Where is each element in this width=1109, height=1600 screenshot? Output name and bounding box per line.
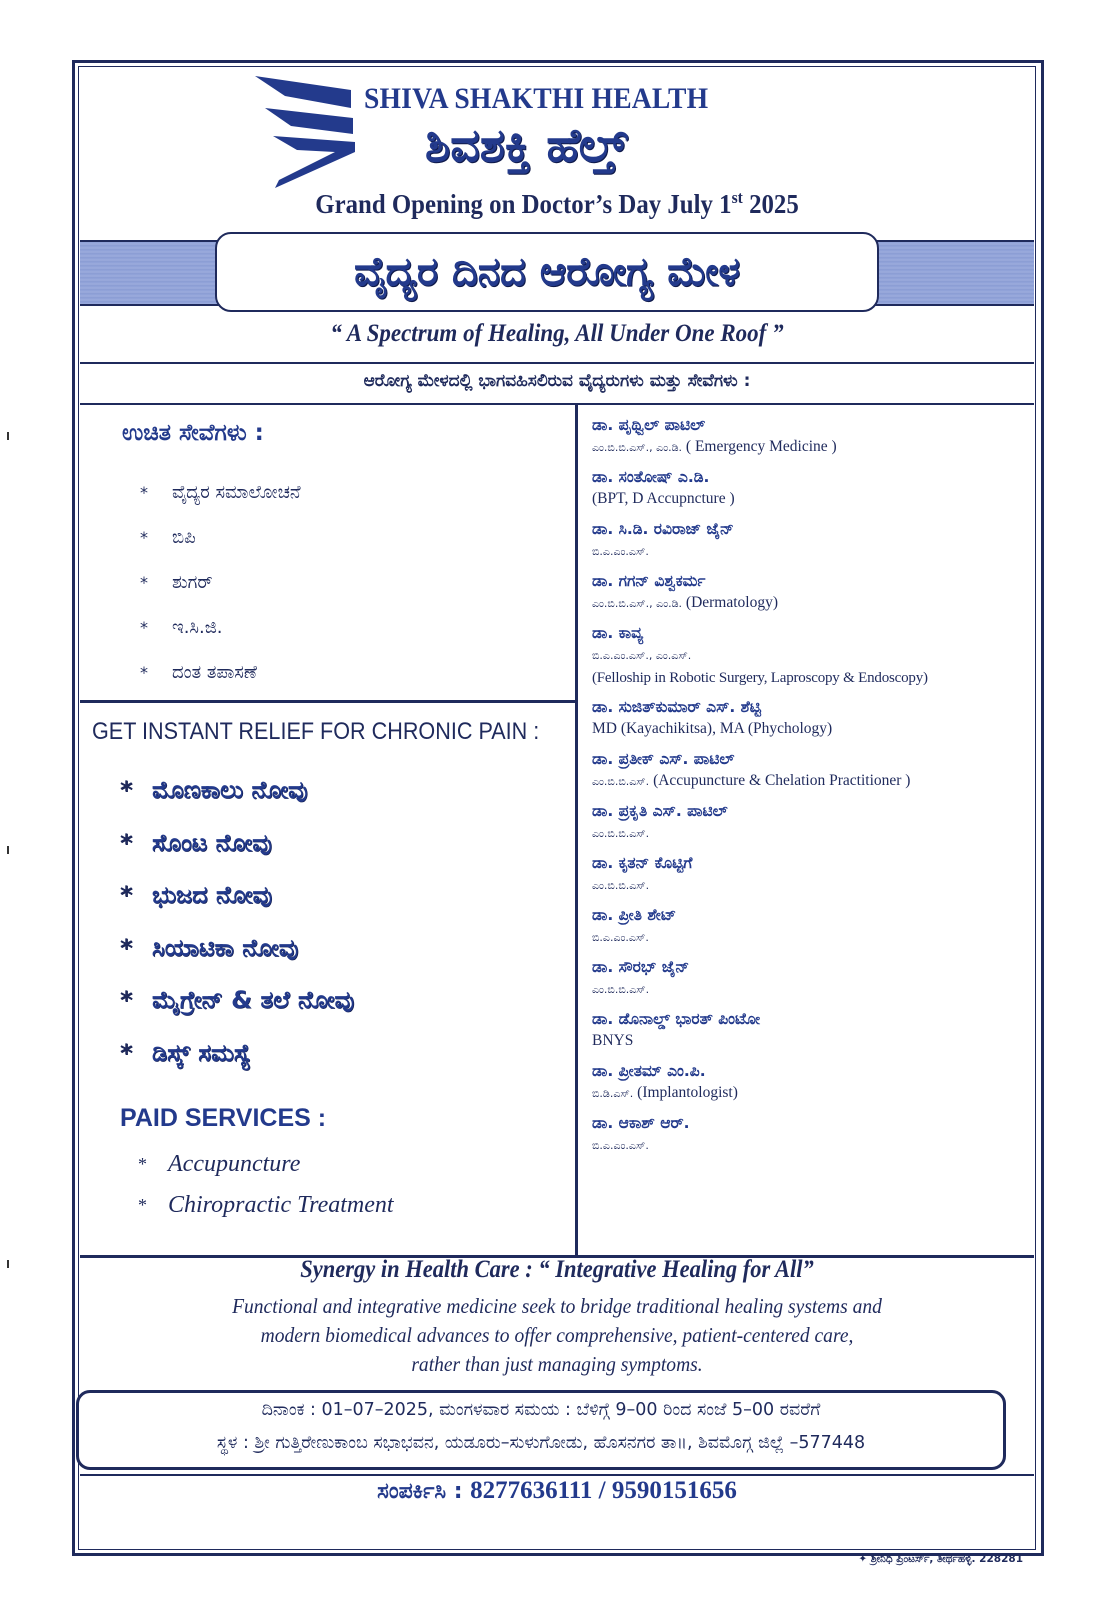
contact-line [80, 1477, 1034, 1505]
doctor-entry [592, 570, 1032, 615]
column-divider [575, 404, 578, 1256]
doctor-entry [592, 800, 1032, 845]
doctor-name: ಡಾ. ಪ್ರೀತಮ್ ಎಂ.ಪಿ. [592, 1062, 706, 1080]
event-venue: ಸ್ಥಳ : ಶ್ರೀ ಗುತ್ತಿರೇಣುಕಾಂಬ ಸಭಾಭವನ, ಯಡೂರು–ಸುಳುಗೋಡು, ಹೊಸನಗರ ತಾ॥, ಶಿವಮೊಗ್ಗ ಜಿಲ್ಲೆ –577448 [216, 1433, 866, 1453]
chronic-pain-list [120, 764, 354, 1079]
divider [80, 1474, 1034, 1476]
list-item: * ಬಿಪಿ [140, 527, 196, 548]
grand-opening-text: Grand Opening on Doctor’s Day July 1st 2025 [315, 188, 799, 219]
doctor-name: ಡಾ. ಪ್ರೀತಿ ಶೇಟ್ [592, 906, 677, 924]
synergy-title: Synergy in Health Care : “ Integrative Healing for All” [300, 1256, 814, 1283]
doctor-qualification: ಬಿ.ಡಿ.ಎಸ್. (Implantologist) [592, 1084, 738, 1101]
divider [80, 700, 576, 703]
doctor-qualification: ಎಂ.ಬಿ.ಬಿ.ಎಸ್. [592, 983, 650, 996]
doctor-name: ಡಾ. ಕಾವ್ಯ [592, 624, 644, 642]
doctor-entry [592, 904, 1032, 949]
list-item: * ಇ.ಸಿ.ಜಿ. [140, 617, 223, 638]
banner-title: ವೈದ್ಯರ ದಿನದ ಆರೋಗ್ಯ ಮೇಳ [354, 249, 740, 295]
free-services-list [140, 470, 301, 695]
doctor-name: ಡಾ. ಪ್ರತೀಕ್ ಎಸ್. ಪಾಟಿಲ್ [592, 750, 735, 768]
doctor-entry [592, 852, 1032, 897]
doctor-qualification: ಎಂ.ಬಿ.ಬಿ.ಎಸ್., ಎಂ.ಡಿ. ( Emergency Medicine ) [592, 438, 837, 455]
doctor-entry [592, 1008, 1032, 1053]
doctor-entry [592, 518, 1032, 563]
divider [80, 362, 1034, 364]
doctor-entry [592, 956, 1032, 1001]
participants-heading: ಆರೋಗ್ಯ ಮೇಳದಲ್ಲಿ ಭಾಗವಹಿಸಲಿರುವ ವೈದ್ಯರುಗಳು ಮತ್ತು ಸೇವೆಗಳು : [363, 371, 751, 391]
doctor-qualification: ಬಿ.ಎ.ಎಂ.ಎಸ್. [592, 931, 649, 944]
doctor-qualification: ಎಂ.ಬಿ.ಬಿ.ಎಸ್., ಎಂ.ಡಿ. (Dermatology) [592, 594, 779, 611]
free-services-title: ಉಚಿತ ಸೇವೆಗಳು : [122, 420, 264, 446]
event-date-time: ದಿನಾಂಕ : 01–07–2025, ಮಂಗಳವಾರ ಸಮಯ : ಬೆಳಿಗ್ಗೆ 9–00 ರಿಂದ ಸಂಜೆ 5–00 ರವರೆಗೆ [261, 1400, 821, 1420]
list-item: * ಮೈಗ್ರೇನ್ & ತಲೆ ನೋವು [120, 986, 355, 1015]
doctor-entry [592, 696, 1032, 741]
doctor-qualification: ಎಂ.ಬಿ.ಬಿ.ಎಸ್. [592, 879, 650, 892]
list-item: * ಮೊಣಕಾಲು ನೋವು [120, 776, 308, 805]
doctor-qualification: (BPT, D Accupncture ) [592, 490, 735, 507]
contact-label: ಸಂಪರ್ಕಿಸಿ : [377, 1479, 471, 1504]
margin-mark [7, 432, 9, 440]
doctor-name: ಡಾ. ಸೌರಭ್ ಜೈನ್ [592, 958, 690, 976]
contact-numbers: 8277636111 / 9590151656 [470, 1477, 737, 1504]
paid-services-list [138, 1144, 394, 1226]
event-details-box [76, 1390, 1006, 1470]
banner-title-box [215, 232, 879, 312]
list-item: * ವೈದ್ಯರ ಸಮಾಲೋಚನೆ [140, 482, 301, 503]
doctor-entry [592, 466, 1032, 511]
doctor-entry [592, 1060, 1032, 1105]
doctor-qualification: ಎಂ.ಬಿ.ಬಿ.ಎಸ್. [592, 827, 650, 840]
tagline: “ A Spectrum of Healing, All Under One Roof ” [330, 320, 784, 347]
doctor-qualification: ಬಿ.ಎ.ಎಂ.ಎಸ್. [592, 545, 649, 558]
list-item: * ಡಿಸ್ಕ್ ಸಮಸ್ಯೆ [120, 1038, 251, 1067]
margin-mark [7, 1260, 9, 1268]
doctor-qualification: ಬಿ.ಎ.ಎಂ.ಎಸ್. [592, 1139, 649, 1152]
doctor-name: ಡಾ. ಕೃತನ್ ಕೊಟ್ಟಿಗೆ [592, 854, 693, 872]
doctor-entry [592, 622, 1032, 689]
doctor-name: ಡಾ. ಗಗನ್ ವಿಶ್ವಕರ್ಮ [592, 572, 706, 590]
list-item: * Accupuncture [138, 1151, 301, 1177]
brand-name-english: SHIVA SHAKTHI HEALTH [364, 82, 709, 115]
doctor-name: ಡಾ. ಸಿ.ಡಿ. ರವಿರಾಜ್ ಜೈನ್ [592, 520, 734, 538]
brand-name-kannada: ಶಿವಶಕ್ತಿ ಹೆಲ್ತ್ [425, 118, 628, 172]
paid-services-title: PAID SERVICES : [120, 1104, 327, 1132]
list-item: * ಸಿಯಾಟಿಕಾ ನೋವು [120, 933, 299, 962]
chronic-pain-title: GET INSTANT RELIEF FOR CHRONIC PAIN : [92, 718, 540, 745]
doctor-name: ಡಾ. ಸುಜಿತ್‌ಕುಮಾರ್ ಎಸ್. ಶೆಟ್ಟಿ [592, 698, 762, 716]
doctor-name: ಡಾ. ಡೊನಾಲ್ಡ್ ಭಾರತ್ ಪಿಂಟೋ [592, 1010, 761, 1028]
doctor-name: ಡಾ. ಆಕಾಶ್ ಆರ್. [592, 1114, 690, 1132]
doctor-qualification: ಬಿ.ಎ.ಎಂ.ಎಸ್., ಎಂ.ಎಸ್. [592, 649, 692, 662]
doctor-entry [592, 414, 1032, 459]
list-item: * ಸೊಂಟ ನೋವು [120, 828, 272, 857]
header [80, 68, 1034, 238]
chevron-stripes-logo-icon [255, 76, 365, 191]
doctor-qualification: BNYS [592, 1032, 634, 1049]
doctor-qualification: ಎಂ.ಬಿ.ಬಿ.ಎಸ್. (Accupuncture & Chelation Practitioner ) [592, 772, 911, 789]
list-item: * ಭುಜದ ನೋವು [120, 881, 273, 910]
doctor-entry [592, 1112, 1032, 1157]
doctor-name: ಡಾ. ಸಂತೋಷ್ ಎ.ಡಿ. [592, 468, 710, 486]
list-item: * Chiropractic Treatment [138, 1192, 394, 1218]
doctor-name: ಡಾ. ಪೃಥ್ವಿಲ್ ಪಾಟಿಲ್ [592, 416, 706, 434]
doctor-entry [592, 748, 1032, 793]
divider [80, 403, 1034, 405]
margin-mark [7, 846, 9, 854]
doctors-list [592, 414, 1032, 1164]
printer-credit: ✦ ಶ್ರೀನಿಧಿ ಪ್ರಿಂಟರ್ಸ್, ತೀರ್ಥಹಳ್ಳಿ. 228281 [858, 1553, 1023, 1565]
doctor-qualification: MD (Kayachikitsa), MA (Phychology) [592, 720, 833, 737]
doctor-fellowship: (Felloship in Robotic Surgery, Laproscopy & Endoscopy) [592, 670, 928, 686]
list-item: * ದಂತ ತಪಾಸಣೆ [140, 662, 257, 683]
doctor-name: ಡಾ. ಪ್ರಕೃತಿ ಎಸ್. ಪಾಟಿಲ್ [592, 802, 728, 820]
list-item: * ಶುಗರ್ [140, 572, 213, 593]
synergy-description: Functional and integrative medicine seek to bridge traditional healing systems and modern biomedical advances to offer comprehensive, patient-centered care, rather than just managing symptoms. [232, 1294, 882, 1376]
